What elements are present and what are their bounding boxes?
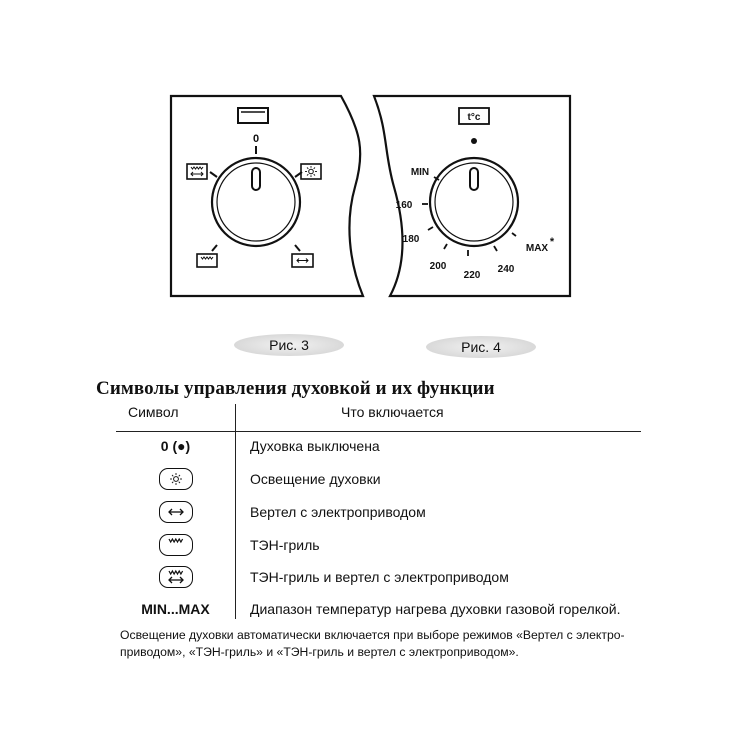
table-title: Символы управления духовкой и их функции <box>96 378 495 399</box>
scale-label-max: MAX <box>525 243 549 254</box>
table-row <box>116 529 641 561</box>
table-row <box>116 496 641 528</box>
row-description: Духовка выключена <box>250 438 380 454</box>
grill-rotisserie-icon <box>187 164 207 179</box>
row-description: ТЭН-гриль <box>250 537 320 553</box>
figure-4-caption: Рис. 4 <box>426 336 536 358</box>
mode-knob[interactable] <box>212 158 300 246</box>
grill-icon <box>159 534 193 556</box>
grill-icon <box>197 254 217 267</box>
symbol-off: 0 (●) <box>160 438 191 454</box>
oven-frame-icon <box>238 108 268 123</box>
symbol-min-max: MIN...MAX <box>141 601 210 617</box>
row-description: ТЭН-гриль и вертел с электроприводом <box>250 569 509 585</box>
max-asterisk: * <box>549 236 555 248</box>
scale-label-min: MIN <box>410 167 430 178</box>
table-row <box>116 463 641 495</box>
knob-label-zero: 0 <box>252 133 260 145</box>
table-row <box>116 561 641 593</box>
row-description: Освещение духовки <box>250 471 381 487</box>
svg-text:t°c: t°c <box>467 112 481 123</box>
light-icon <box>159 468 193 490</box>
figure-4-dial-area <box>364 92 576 300</box>
temperature-knob[interactable] <box>430 158 518 246</box>
table-row <box>116 593 641 625</box>
temperature-icon <box>459 108 489 124</box>
figure-3-caption: Рис. 3 <box>234 334 344 356</box>
scale-label-160: 160 <box>395 200 413 211</box>
light-icon <box>301 164 321 179</box>
column-header-symbol: Символ <box>128 404 179 420</box>
scale-label-180: 180 <box>402 234 420 245</box>
scale-label-220: 220 <box>463 270 481 281</box>
off-dot-marker <box>471 138 477 144</box>
row-description: Вертел с электроприводом <box>250 504 426 520</box>
figure-3-dial-area <box>165 92 365 300</box>
footnote: Освещение духовки автоматически включается при выборе режимов «Вертел с электро- приводом», «ТЭН-гриль» и «ТЭН-гриль и вертел с электроприводом». <box>120 628 625 659</box>
rotisserie-icon <box>159 501 193 523</box>
table-row <box>116 430 641 462</box>
column-divider-top <box>235 404 236 431</box>
scale-label-240: 240 <box>497 264 515 275</box>
rotisserie-icon <box>292 254 313 267</box>
scale-label-200: 200 <box>429 261 447 272</box>
grill-rotisserie-icon <box>159 566 193 588</box>
column-header-function: Что включается <box>341 404 444 420</box>
row-description: Диапазон температур нагрева духовки газовой горелкой. <box>250 601 621 617</box>
